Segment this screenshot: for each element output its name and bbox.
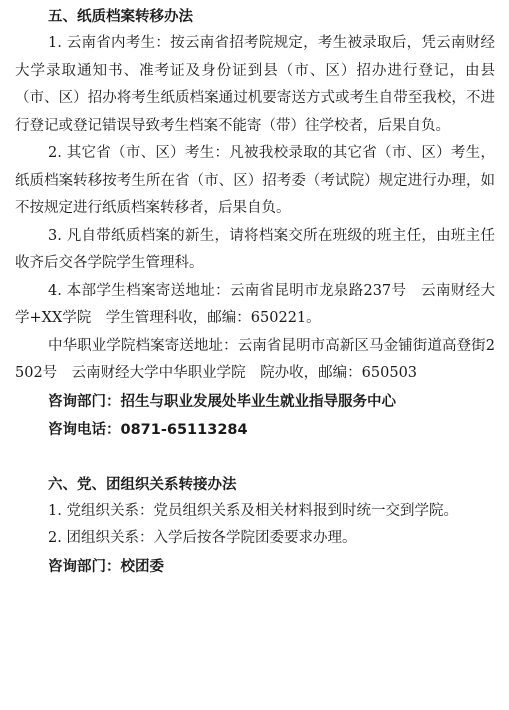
section-5-item-3: 3. 凡自带纸质档案的新生，请将档案交所在班级的班主任，由班主任收齐后交各学院学生管理科。 (15, 227, 495, 271)
section-5-item-4: 4. 本部学生档案寄送地址：云南省昆明市龙泉路237号 云南财经大学+XX学院 学生管理科收，邮编：650221。 (15, 282, 495, 326)
section-5-item-1: 1. 云南省内考生：按云南省招考院规定，考生被录取后，凭云南财经大学录取通知书、准考证及身份证到县（市、区）招办进行登记，由县（市、区）招办将考生纸质档案通过机要寄送方式或考生自带至我校，不进行登记或登记错误导致考生档案不能寄（带）往学校者，后果自负。 (15, 35, 495, 134)
section-5-zhonghua-address: 中华职业学院档案寄送地址：云南省昆明市高新区马金铺街道高登街2502号 云南财经大学中华职业学院 院办收，邮编：650503 (15, 337, 495, 381)
section-5-contact-dept: 咨询部门：招生与职业发展处毕业生就业指导服务中心 (48, 393, 396, 410)
section-6-item-1: 1. 党组织关系：党员组织关系及相关材料报到时统一交到学院。 (48, 502, 458, 519)
section-6-item-2: 2. 团组织关系：入学后按各学院团委要求办理。 (48, 530, 357, 546)
section-5-contact-phone: 咨询电话：0871-65113284 (48, 421, 248, 438)
section-spacer (15, 444, 495, 472)
section-6-contact-dept: 咨询部门：校团委 (48, 558, 164, 575)
document-page (15, 4, 495, 581)
section-6-heading: 六、党、团组织关系转接办法 (48, 476, 237, 493)
section-5-heading: 五、纸质档案转移办法 (48, 9, 193, 25)
section-5-item-2: 2. 其它省（市、区）考生：凡被我校录取的其它省（市、区）考生，纸质档案转移按考生所在省（市、区）招考委（考试院）规定进行办理，如不按规定进行纸质档案转移者，后果自负。 (15, 145, 495, 216)
